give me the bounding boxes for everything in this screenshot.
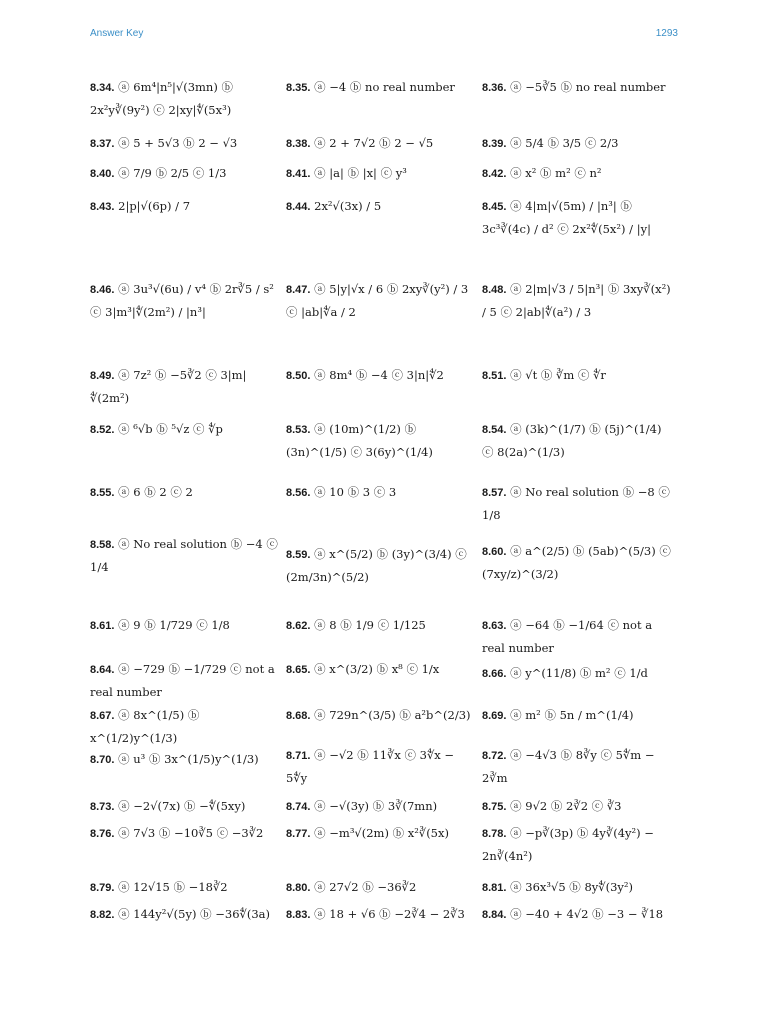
answer-number: 8.76. (90, 828, 115, 840)
answer-text: ⓐ −729 ⓑ −1/729 ⓒ not a real number (90, 662, 275, 699)
answer-8-56 (286, 481, 476, 504)
answer-text: ⓐ 8m⁴ ⓑ −4 ⓒ 3|n|∜2 (314, 368, 444, 382)
answer-text: ⓐ x^(5/2) ⓑ (3y)^(3/4) ⓒ (2m/3n)^(5/2) (286, 547, 467, 584)
answer-text: 2x²√(3x) / 5 (314, 199, 382, 213)
answer-number: 8.57. (482, 487, 507, 499)
answer-8-39 (482, 132, 672, 155)
answer-text: ⓐ √t ⓑ ∛m ⓒ ∜r (510, 368, 606, 382)
answer-8-35 (286, 76, 476, 99)
answer-number: 8.83. (286, 909, 311, 921)
answer-8-76 (90, 822, 280, 845)
answer-number: 8.69. (482, 710, 507, 722)
answer-number: 8.48. (482, 284, 507, 296)
answer-8-50 (286, 364, 476, 387)
page-number: 1293 (655, 28, 678, 39)
answer-text: ⓐ 4|m|√(5m) / |n³| ⓑ 3c³∛(4c) / d² ⓒ 2x²∜(5x²) / |y| (482, 199, 651, 236)
answer-text: ⓐ 6m⁴|n⁵|√(3mn) ⓑ 2x²y∛(9y²) ⓒ 2|xy|∜(5x³) (90, 80, 233, 117)
answer-number: 8.53. (286, 424, 311, 436)
answer-text: ⓐ x^(3/2) ⓑ x⁸ ⓒ 1/x (314, 662, 440, 676)
answer-text: ⓐ 2|m|√3 / 5|n³| ⓑ 3xy∛(x²) / 5 ⓒ 2|ab|∜(a²) / 3 (482, 282, 671, 319)
answer-text: ⓐ −5∛5 ⓑ no real number (510, 80, 666, 94)
answer-8-38 (286, 132, 476, 155)
answer-8-52 (90, 418, 280, 441)
answer-text: ⓐ (10m)^(1/2) ⓑ (3n)^(1/5) ⓒ 3(6y)^(1/4) (286, 422, 433, 459)
answer-text: ⓐ 5|y|√x / 6 ⓑ 2xy∛(y²) / 3 ⓒ |ab|∜a / 2 (286, 282, 469, 319)
answer-number: 8.58. (90, 539, 115, 551)
answer-8-48 (482, 278, 672, 323)
answer-text: ⓐ −4√3 ⓑ 8∛y ⓒ 5∜m − 2∛m (482, 748, 655, 785)
answer-number: 8.43. (90, 201, 115, 213)
answer-text: ⓐ 144y²√(5y) ⓑ −36∜(3a) (118, 907, 271, 921)
answer-8-46 (90, 278, 280, 323)
answer-8-54 (482, 418, 672, 463)
answer-number: 8.45. (482, 201, 507, 213)
answer-8-65 (286, 658, 476, 681)
answer-text: ⓐ |a| ⓑ |x| ⓒ y³ (314, 166, 407, 180)
answer-8-78 (482, 822, 672, 867)
answer-8-66 (482, 662, 672, 685)
answer-text: ⓐ m² ⓑ 5n / m^(1/4) (510, 708, 634, 722)
answer-8-42 (482, 162, 672, 185)
answer-8-77 (286, 822, 476, 845)
answer-8-71 (286, 744, 476, 789)
answer-number: 8.49. (90, 370, 115, 382)
answer-text: ⓐ a^(2/5) ⓑ (5ab)^(5/3) ⓒ (7xy/z)^(3/2) (482, 544, 671, 581)
answer-8-80 (286, 876, 476, 899)
answer-8-84 (482, 903, 672, 926)
answer-8-57 (482, 481, 672, 526)
answer-8-63 (482, 614, 672, 659)
answer-text: ⓐ 5 + 5√3 ⓑ 2 − √3 (118, 136, 238, 150)
answer-8-79 (90, 876, 280, 899)
answer-number: 8.39. (482, 138, 507, 150)
answer-8-74 (286, 795, 476, 818)
answer-text: ⓐ 9 ⓑ 1/729 ⓒ 1/8 (118, 618, 230, 632)
answer-number: 8.79. (90, 882, 115, 894)
answer-number: 8.66. (482, 668, 507, 680)
answer-number: 8.84. (482, 909, 507, 921)
answer-number: 8.59. (286, 549, 311, 561)
answer-text: ⓐ −√(3y) ⓑ 3∛(7mn) (314, 799, 438, 813)
answer-8-60 (482, 540, 672, 585)
answer-8-61 (90, 614, 280, 637)
answer-8-83 (286, 903, 476, 926)
answer-text: ⓐ x² ⓑ m² ⓒ n² (510, 166, 602, 180)
answer-text: ⓐ 9√2 ⓑ 2∛2 ⓒ ∛3 (510, 799, 622, 813)
answer-text: ⓐ 18 + √6 ⓑ −2∛4 − 2∛3 (314, 907, 465, 921)
answer-number: 8.77. (286, 828, 311, 840)
answer-8-49 (90, 364, 280, 409)
answer-text: ⓐ 2 + 7√2 ⓑ 2 − √5 (314, 136, 434, 150)
answer-text: ⓐ 6 ⓑ 2 ⓒ 2 (118, 485, 193, 499)
answer-text: ⓐ −4 ⓑ no real number (314, 80, 455, 94)
answer-number: 8.72. (482, 750, 507, 762)
answer-8-73 (90, 795, 280, 818)
answer-8-41 (286, 162, 476, 185)
section-title: Answer Key (90, 28, 144, 39)
answer-text: ⓐ y^(11/8) ⓑ m² ⓒ 1/d (510, 666, 648, 680)
answer-number: 8.47. (286, 284, 311, 296)
answer-text: ⓐ 3u³√(6u) / v⁴ ⓑ 2r∛5 / s² ⓒ 3|m³|∜(2m²) / |n³| (90, 282, 274, 319)
answer-text: ⓐ −m³√(2m) ⓑ x²∛(5x) (314, 826, 449, 840)
answer-text: ⓐ u³ ⓑ 3x^(1/5)y^(1/3) (118, 752, 259, 766)
answer-8-67 (90, 704, 280, 749)
answer-text: ⓐ 7z² ⓑ −5∛2 ⓒ 3|m|∜(2m²) (90, 368, 247, 405)
answer-number: 8.78. (482, 828, 507, 840)
answer-8-44 (286, 195, 476, 218)
answer-text: ⓐ 12√15 ⓑ −18∛2 (118, 880, 228, 894)
answer-number: 8.61. (90, 620, 115, 632)
answer-text: ⓐ 10 ⓑ 3 ⓒ 3 (314, 485, 397, 499)
answer-text: ⓐ −2√(7x) ⓑ −∜(5xy) (118, 799, 246, 813)
answer-8-53 (286, 418, 476, 463)
answer-number: 8.40. (90, 168, 115, 180)
answer-number: 8.71. (286, 750, 311, 762)
answer-8-36 (482, 76, 672, 99)
answer-number: 8.38. (286, 138, 311, 150)
answer-8-37 (90, 132, 280, 155)
answer-text: ⓐ 8x^(1/5) ⓑ x^(1/2)y^(1/3) (90, 708, 200, 745)
answer-number: 8.68. (286, 710, 311, 722)
answer-number: 8.54. (482, 424, 507, 436)
answer-8-59 (286, 543, 476, 588)
answer-number: 8.60. (482, 546, 507, 558)
answer-text: ⓐ 729n^(3/5) ⓑ a²b^(2/3) (314, 708, 471, 722)
answer-8-81 (482, 876, 672, 899)
answer-number: 8.62. (286, 620, 311, 632)
answer-number: 8.63. (482, 620, 507, 632)
answer-number: 8.65. (286, 664, 311, 676)
answer-text: ⓐ 5/4 ⓑ 3/5 ⓒ 2/3 (510, 136, 619, 150)
answer-number: 8.67. (90, 710, 115, 722)
answer-number: 8.73. (90, 801, 115, 813)
answer-8-64 (90, 658, 280, 703)
answer-8-43 (90, 195, 280, 218)
answer-number: 8.36. (482, 82, 507, 94)
answer-text: ⓐ −64 ⓑ −1/64 ⓒ not a real number (482, 618, 653, 655)
answer-text: ⓐ ⁶√b ⓑ ⁵√z ⓒ ∜p (118, 422, 223, 436)
answer-8-70 (90, 748, 280, 771)
answer-number: 8.82. (90, 909, 115, 921)
answer-text: ⓐ 8 ⓑ 1/9 ⓒ 1/125 (314, 618, 426, 632)
answer-number: 8.80. (286, 882, 311, 894)
answer-number: 8.55. (90, 487, 115, 499)
answer-number: 8.35. (286, 82, 311, 94)
answer-number: 8.34. (90, 82, 115, 94)
answer-number: 8.41. (286, 168, 311, 180)
answer-text: ⓐ −40 + 4√2 ⓑ −3 − ∛18 (510, 907, 664, 921)
answer-8-68 (286, 704, 476, 727)
answer-number: 8.75. (482, 801, 507, 813)
answer-number: 8.42. (482, 168, 507, 180)
answer-8-72 (482, 744, 672, 789)
answer-8-58 (90, 533, 280, 578)
answer-text: ⓐ −√2 ⓑ 11∛x ⓒ 3∜x − 5∜y (286, 748, 455, 785)
answer-text: ⓐ No real solution ⓑ −8 ⓒ 1/8 (482, 485, 670, 522)
answer-number: 8.64. (90, 664, 115, 676)
answer-text: ⓐ 7√3 ⓑ −10∛5 ⓒ −3∛2 (118, 826, 264, 840)
answer-text: ⓐ 27√2 ⓑ −36∛2 (314, 880, 417, 894)
answer-number: 8.50. (286, 370, 311, 382)
answer-8-62 (286, 614, 476, 637)
answer-8-82 (90, 903, 280, 926)
answer-8-34 (90, 76, 280, 121)
answer-number: 8.56. (286, 487, 311, 499)
answer-8-55 (90, 481, 280, 504)
answer-8-51 (482, 364, 672, 387)
answer-8-75 (482, 795, 672, 818)
answer-8-47 (286, 278, 476, 323)
answer-number: 8.81. (482, 882, 507, 894)
answer-8-40 (90, 162, 280, 185)
answer-text: ⓐ No real solution ⓑ −4 ⓒ 1/4 (90, 537, 278, 574)
answer-number: 8.70. (90, 754, 115, 766)
answer-text: 2|p|√(6p) / 7 (118, 199, 191, 213)
answer-text: ⓐ 36x³√5 ⓑ 8y∜(3y²) (510, 880, 634, 894)
answer-text: ⓐ −p∛(3p) ⓑ 4y∛(4y²) − 2n∛(4n²) (482, 826, 654, 863)
answer-number: 8.46. (90, 284, 115, 296)
answer-text: ⓐ 7/9 ⓑ 2/5 ⓒ 1/3 (118, 166, 227, 180)
answer-number: 8.37. (90, 138, 115, 150)
answer-number: 8.52. (90, 424, 115, 436)
answer-number: 8.74. (286, 801, 311, 813)
answer-number: 8.51. (482, 370, 507, 382)
answer-number: 8.44. (286, 201, 311, 213)
answer-8-69 (482, 704, 672, 727)
answer-text: ⓐ (3k)^(1/7) ⓑ (5j)^(1/4) ⓒ 8(2a)^(1/3) (482, 422, 662, 459)
answer-8-45 (482, 195, 672, 240)
